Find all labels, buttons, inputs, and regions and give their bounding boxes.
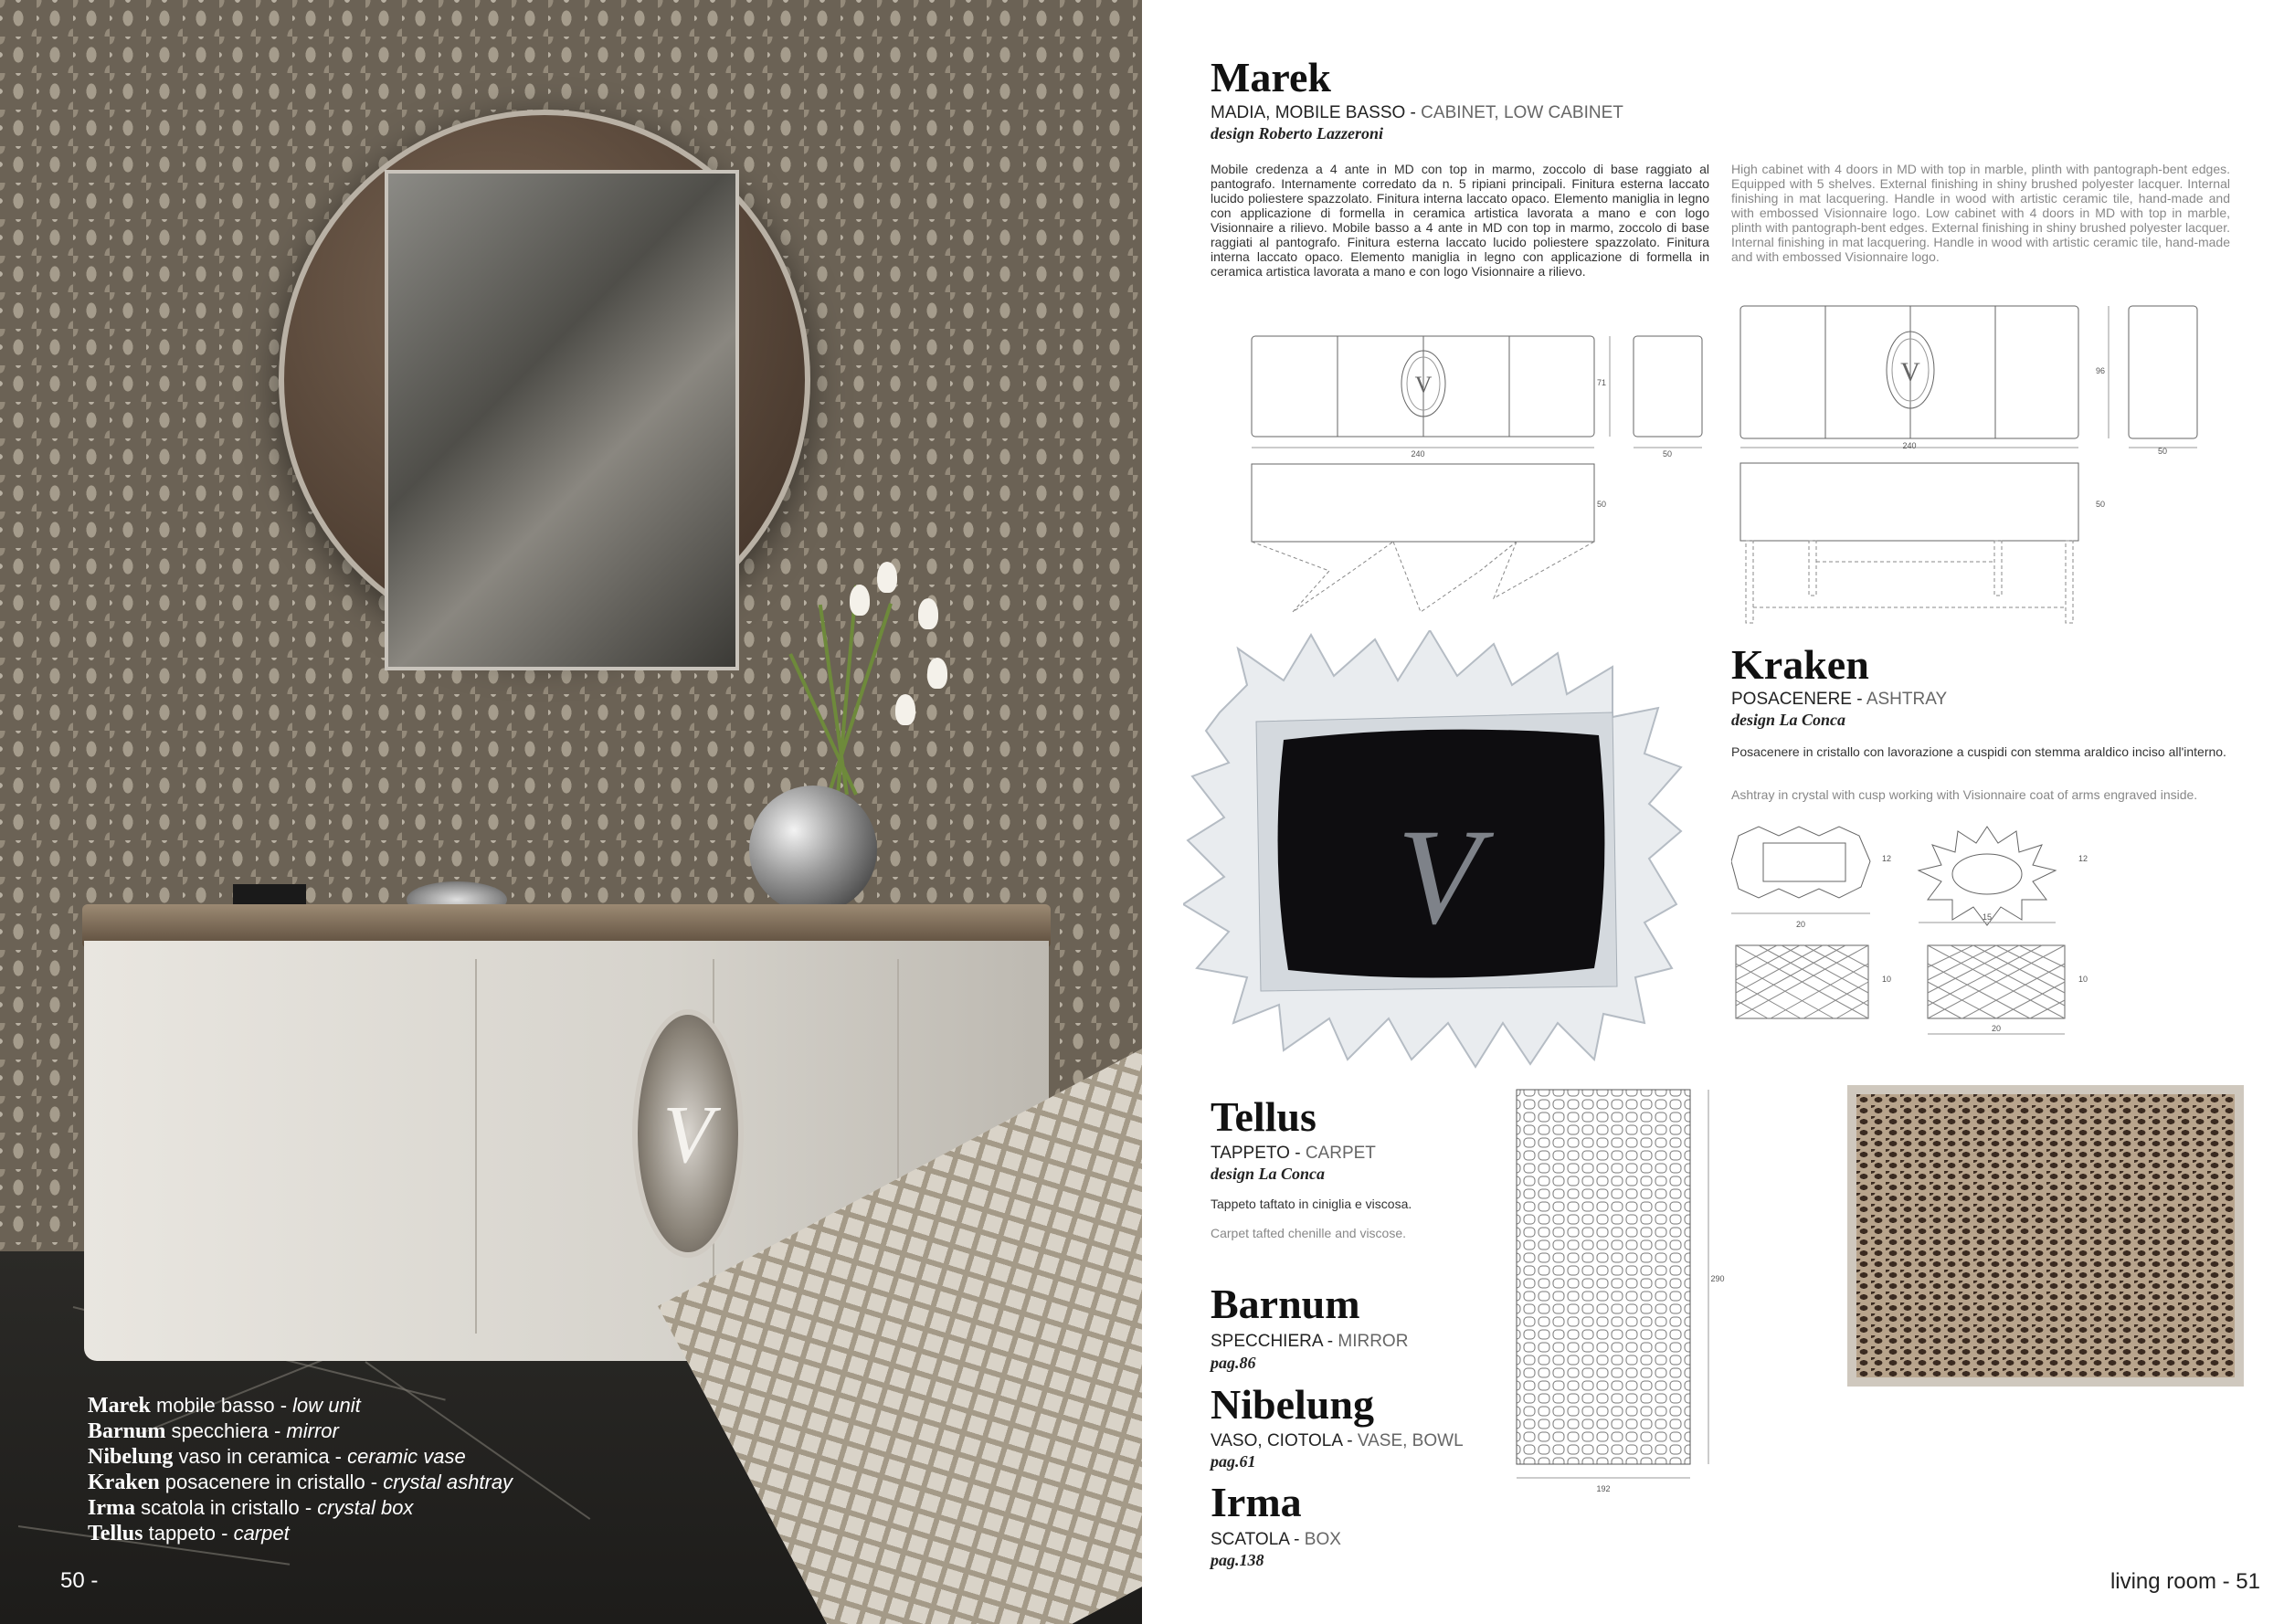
tellus-title: Tellus [1211,1093,1316,1140]
svg-text:V: V [1397,801,1481,953]
kraken-text-it: Posacenere in cristallo con lavorazione a cuspidi con stemma araldico inciso all'interno. [1731,744,2226,759]
dim-label: 50 [1662,449,1673,459]
marek-text-en: High cabinet with 4 doors in MD with top in marble, plinth with pantograph-bent edges. Equipped with 5 shelves. External finishing in shiny brushed polyester lacquer. Internal finishing in mat lacquering. Handle in wood with artistic ceramic tile, hand-made and with embossed Visionnaire logo. Low cabinet with 4 doors in MD with top in marble, plinth with pantograph-bent edges. External finishing in shiny brushed polyester lacquer. Internal finishing in mat lacquering. Handle in wood with artistic ceramic tile, hand-made and with embossed Visionnaire logo. [1731,162,2230,264]
marek-title: Marek [1211,54,1332,100]
marek-subtitle: MADIA, MOBILE BASSO - CABINET, LOW CABINET [1211,103,1623,122]
kraken-ashtray-image [1183,630,1695,1069]
dim-label: 12 [2078,854,2088,863]
caption-row: Kraken posacenere in cristallo - crystal ashtray [88,1471,513,1494]
mirror-glass [385,170,739,670]
nibelung-title: Nibelung [1211,1381,1374,1428]
irma-page-ref: pag.138 [1211,1551,1264,1569]
dim-label: 12 [1881,854,1892,863]
dim-label: 15 [1982,912,1993,922]
svg-text:V: V [1900,357,1920,387]
dim-label: 240 [1902,441,1917,450]
kraken-text-en: Ashtray in crystal with cusp working with Visionnaire coat of arms engraved inside. [1731,787,2198,802]
tellus-text-en: Carpet tafted chenille and viscose. [1211,1226,1407,1240]
dim-label: 50 [1596,500,1606,509]
dim-label: 240 [1411,449,1425,459]
dim-label: 50 [2095,500,2105,509]
dim-label: 71 [1596,378,1606,387]
caption-row: Tellus tappeto - carpet [88,1522,290,1545]
barnum-title: Barnum [1211,1281,1360,1327]
marek-designer: design Roberto Lazzeroni [1211,124,1384,142]
medallion-logo: V [662,1090,714,1180]
dim-label: 192 [1596,1484,1611,1493]
caption-row: Nibelung vaso in ceramica - ceramic vase [88,1445,466,1469]
caption-row: Marek mobile basso - low unit [88,1394,361,1418]
kraken-subtitle: POSACENERE - ASHTRAY [1731,690,1948,709]
barnum-page-ref: pag.86 [1211,1354,1256,1372]
tellus-designer: design La Conca [1211,1165,1326,1183]
dim-label: 290 [1710,1274,1725,1283]
irma-subtitle: SCATOLA - BOX [1211,1530,1341,1549]
barnum-mirror [279,110,810,650]
kraken-drawing [1731,817,2234,1046]
caption-row: Irma scatola in cristallo - crystal box [88,1496,414,1520]
tellus-carpet-drawing [1507,1085,1818,1505]
marek-text-it: Mobile credenza a 4 ante in MD con top in marmo, zoccolo di base raggiato al pantografo. Internamente corredato da n. 5 ripiani principali. Finitura esterna laccato lucido poliestere spazzolato. Finitura interna laccato opaco. Elemento maniglia in legno con applicazione di formella in ceramica artistica lavorata a mano e con logo Visionnaire a rilievo. Mobile basso a 4 ante in MD con top in marmo, zoccolo di base raggiati al pantografo. Finitura esterna laccato lucido poliestere spazzolato. Finitura interna laccato opaco. Elemento maniglia in legno con applicazione di formella in ceramica artistica lavorata a mano e con logo Visionnaire a rilievo. [1211,162,1709,279]
dim-label: 10 [2078,975,2088,984]
svg-text:V: V [1414,372,1433,398]
dim-label: 10 [1881,975,1892,984]
dim-label: 20 [1795,920,1806,929]
marek-high-cabinet-drawing [1731,297,2206,626]
irma-title: Irma [1211,1479,1302,1525]
tellus-carpet-photo [1847,1085,2244,1387]
caption-row: Barnum specchiera - mirror [88,1419,339,1443]
page-number-right: living room - 51 [2110,1569,2260,1594]
tellus-text-it: Tappeto taftato in ciniglia e viscosa. [1211,1197,1412,1211]
visionnaire-medallion [632,1009,744,1258]
dim-label: 50 [2157,447,2168,456]
nibelung-page-ref: pag.61 [1211,1452,1256,1471]
marek-low-cabinet-drawing [1242,320,1718,621]
nibelung-subtitle: VASO, CIOTOLA - VASE, BOWL [1211,1431,1464,1450]
page-number-left: 50 - [60,1568,99,1593]
dim-label: 20 [1991,1024,2002,1033]
kraken-designer: design La Conca [1731,711,1846,729]
kraken-title: Kraken [1731,641,1869,688]
photo-caption [88,1393,513,1546]
dim-label: 96 [2095,366,2105,375]
nibelung-vase [749,786,877,913]
barnum-subtitle: SPECCHIERA - MIRROR [1211,1332,1409,1351]
tellus-subtitle: TAPPETO - CARPET [1211,1144,1376,1163]
